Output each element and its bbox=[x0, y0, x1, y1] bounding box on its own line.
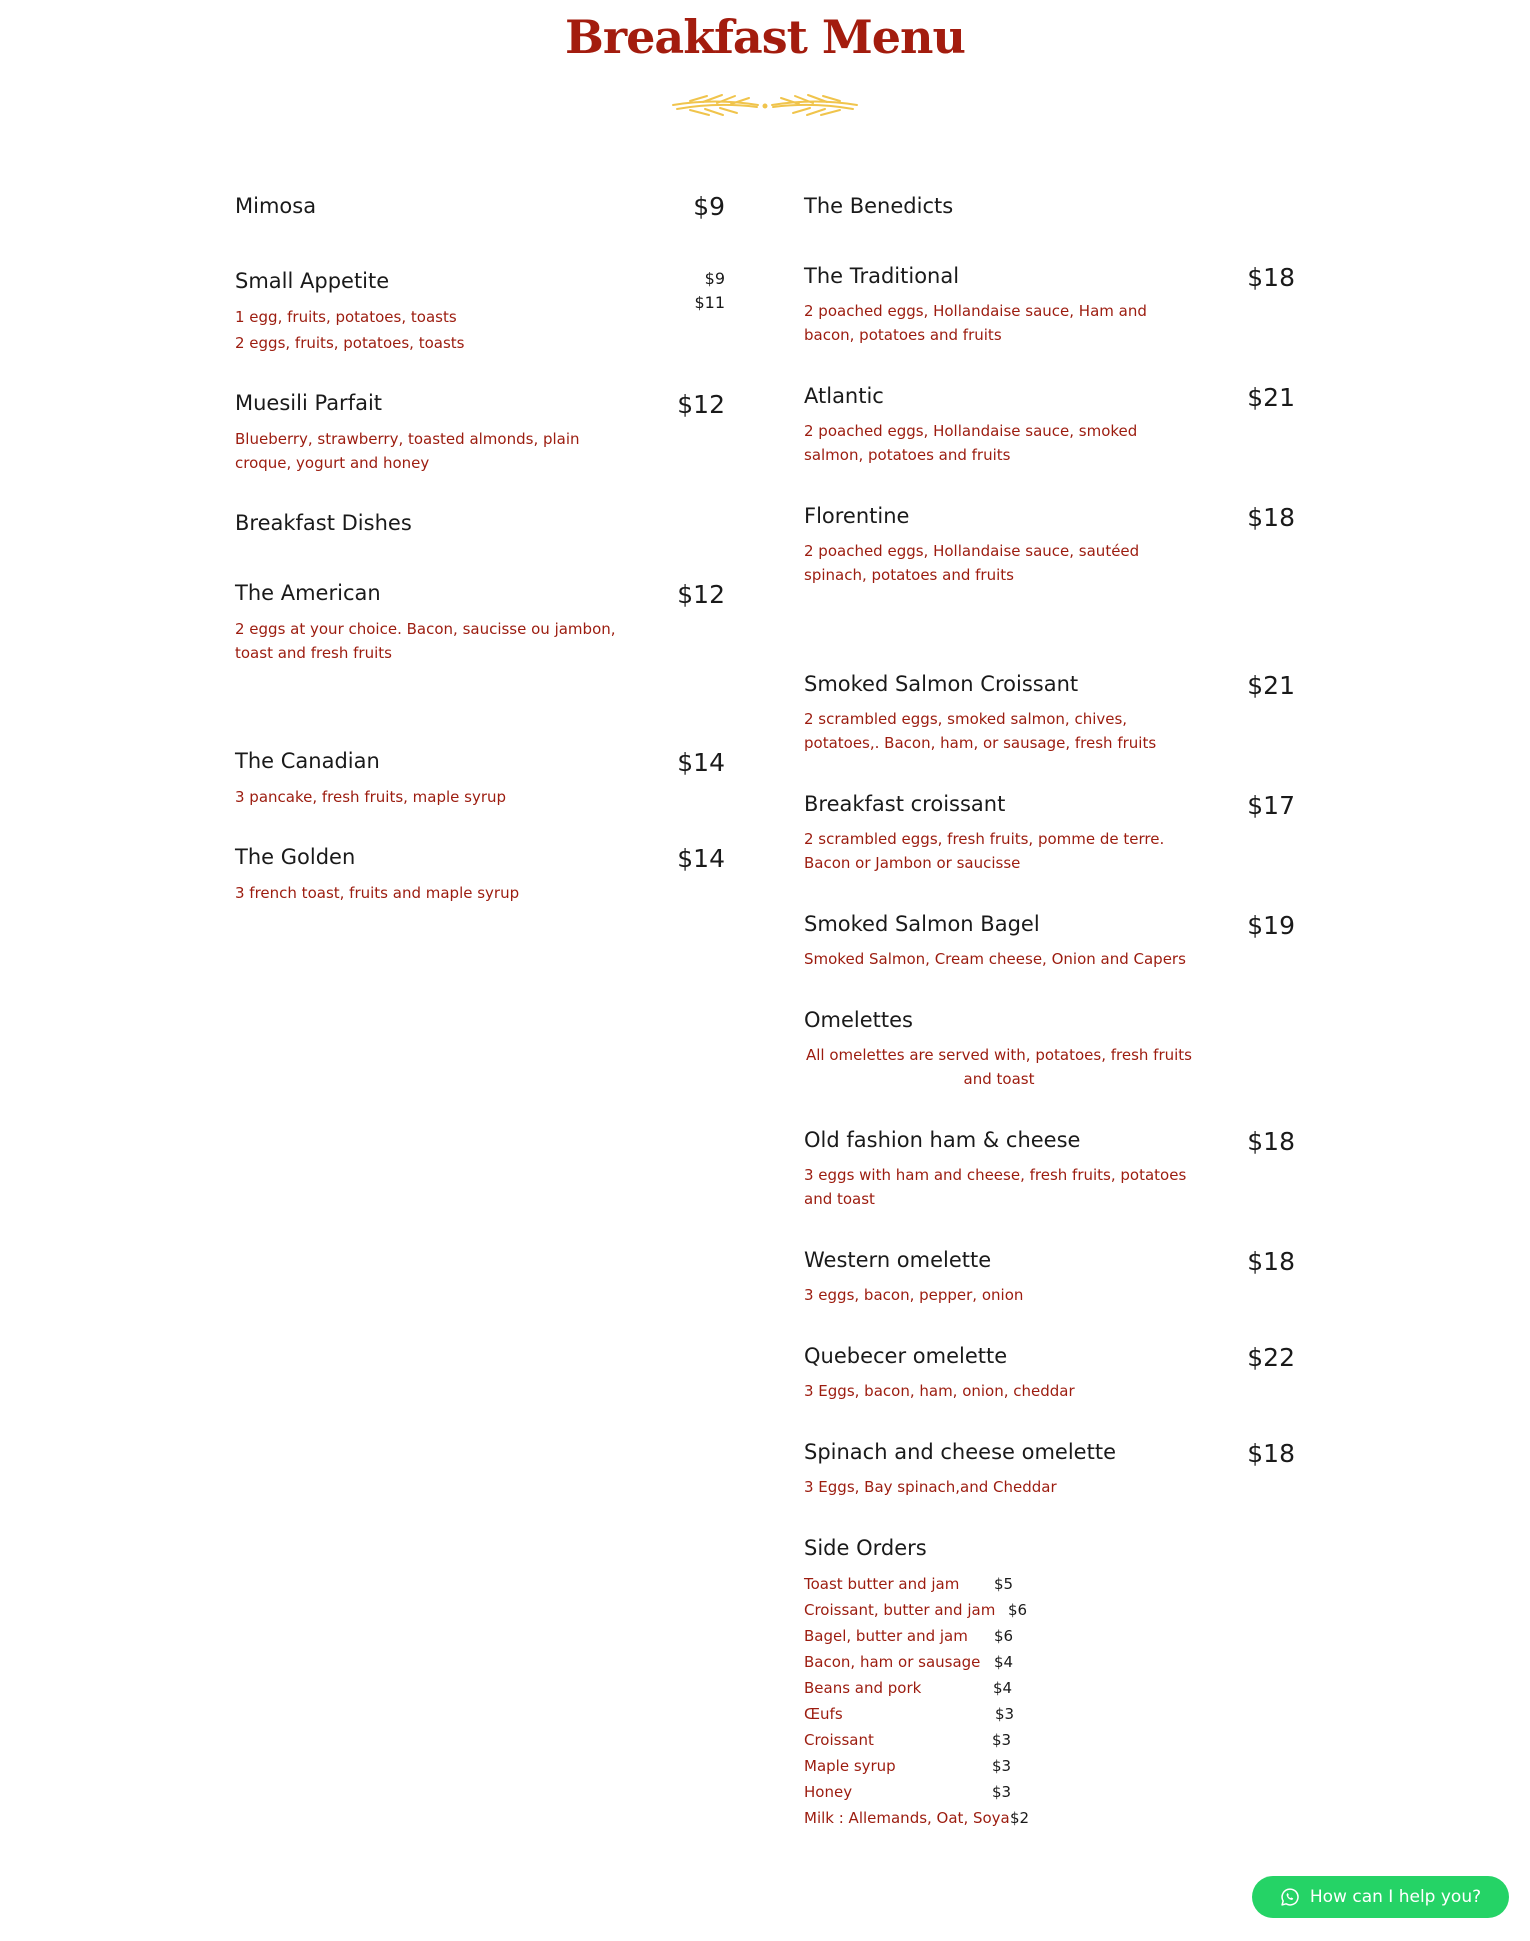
list-item bbox=[804, 1701, 1015, 1727]
list-item bbox=[804, 1753, 1010, 1779]
item-desc-golden: 3 french toast, fruits and maple syrup bbox=[235, 884, 520, 902]
item-desc-breakfast-croissant: 2 scrambled eggs, fresh fruits, pomme de terre. Bacon or Jambon or saucisse bbox=[804, 830, 1165, 872]
item-desc-american: 2 eggs at your choice. Bacon, saucisse ou jambon, toast and fresh fruits bbox=[235, 620, 616, 662]
item-name-muesli: Muesili Parfait bbox=[235, 391, 383, 415]
wheat-ornament-icon bbox=[665, 88, 865, 122]
section-benedicts: The Benedicts bbox=[804, 194, 954, 218]
item-price-salmon-croissant: $21 bbox=[1247, 671, 1295, 700]
item-price-american: $12 bbox=[677, 580, 725, 609]
section-side-orders: Side Orders bbox=[804, 1536, 927, 1560]
omelettes-note: All omelettes are served with, potatoes, fresh fruits and toast bbox=[805, 1046, 1192, 1088]
list-item bbox=[804, 1779, 1010, 1805]
item-name-small-appetite: Small Appetite bbox=[235, 269, 390, 293]
side-item-label: Maple syrup bbox=[804, 1757, 896, 1775]
item-desc-salmon-croissant: 2 scrambled eggs, smoked salmon, chives, potatoes,. Bacon, ham, or sausage, fresh fruits bbox=[804, 710, 1157, 752]
side-item-label: Croissant bbox=[804, 1731, 874, 1749]
item-name-salmon-bagel: Smoked Salmon Bagel bbox=[804, 912, 1040, 936]
side-item-price: $4 bbox=[994, 1653, 1014, 1671]
side-item-price: $4 bbox=[993, 1679, 1013, 1697]
item-name-golden: The Golden bbox=[235, 845, 356, 869]
side-item-price: $3 bbox=[992, 1783, 1012, 1801]
item-name-florentine: Florentine bbox=[804, 504, 910, 528]
side-item-label: Œufs bbox=[804, 1705, 843, 1723]
side-item-price: $5 bbox=[994, 1575, 1014, 1593]
side-orders-list bbox=[804, 1571, 1030, 1831]
item-desc-muesli: Blueberry, strawberry, toasted almonds, plain croque, yogurt and honey bbox=[235, 430, 580, 472]
chat-button[interactable] bbox=[1252, 1876, 1509, 1918]
item-name-salmon-croissant: Smoked Salmon Croissant bbox=[804, 672, 1079, 696]
item-price-salmon-bagel: $19 bbox=[1247, 911, 1295, 940]
side-item-label: Bacon, ham or sausage bbox=[804, 1653, 981, 1671]
item-name-atlantic: Atlantic bbox=[804, 384, 884, 408]
side-item-label: Milk : Allemands, Oat, Soya bbox=[804, 1809, 1010, 1827]
item-desc-small-appetite-2: 2 eggs, fruits, potatoes, toasts bbox=[235, 334, 465, 352]
list-item bbox=[804, 1597, 1028, 1623]
item-price-traditional: $18 bbox=[1247, 263, 1295, 292]
item-price-mimosa: $9 bbox=[693, 192, 725, 221]
item-price-quebecer: $22 bbox=[1247, 1343, 1295, 1372]
item-desc-small-appetite-1: 1 egg, fruits, potatoes, toasts bbox=[235, 308, 457, 326]
side-item-price: $2 bbox=[1010, 1809, 1030, 1827]
side-item-label: Toast butter and jam bbox=[804, 1575, 960, 1593]
list-item bbox=[804, 1649, 1014, 1675]
item-desc-florentine: 2 poached eggs, Hollandaise sauce, sautéed spinach, potatoes and fruits bbox=[804, 542, 1140, 584]
item-desc-canadian: 3 pancake, fresh fruits, maple syrup bbox=[235, 788, 507, 806]
item-price-canadian: $14 bbox=[677, 748, 725, 777]
item-name-canadian: The Canadian bbox=[235, 749, 380, 773]
item-desc-salmon-bagel: Smoked Salmon, Cream cheese, Onion and Capers bbox=[804, 950, 1186, 968]
side-item-price: $6 bbox=[1008, 1601, 1028, 1619]
item-price-florentine: $18 bbox=[1247, 503, 1295, 532]
item-name-mimosa: Mimosa bbox=[235, 194, 317, 218]
side-item-price: $3 bbox=[992, 1731, 1012, 1749]
item-price-breakfast-croissant: $17 bbox=[1247, 791, 1295, 820]
list-item bbox=[804, 1623, 1014, 1649]
item-name-traditional: The Traditional bbox=[804, 264, 960, 288]
item-name-ham-cheese: Old fashion ham & cheese bbox=[804, 1128, 1081, 1152]
item-desc-ham-cheese: 3 eggs with ham and cheese, fresh fruits, potatoes and toast bbox=[804, 1166, 1187, 1208]
item-price-small-appetite-2: $11 bbox=[694, 293, 725, 312]
side-item-label: Beans and pork bbox=[804, 1679, 922, 1697]
chat-button-label: How can I help you? bbox=[1309, 1887, 1482, 1907]
item-price-atlantic: $21 bbox=[1247, 383, 1295, 412]
side-item-price: $6 bbox=[994, 1627, 1014, 1645]
section-breakfast-dishes: Breakfast Dishes bbox=[235, 511, 412, 535]
side-item-label: Honey bbox=[804, 1783, 853, 1801]
item-desc-atlantic: 2 poached eggs, Hollandaise sauce, smoked salmon, potatoes and fruits bbox=[804, 422, 1138, 464]
side-item-label: Bagel, butter and jam bbox=[804, 1627, 968, 1645]
list-item bbox=[804, 1727, 1010, 1753]
item-name-western: Western omelette bbox=[804, 1248, 992, 1272]
item-desc-traditional: 2 poached eggs, Hollandaise sauce, Ham and bacon, potatoes and fruits bbox=[804, 302, 1147, 344]
item-price-golden: $14 bbox=[677, 844, 725, 873]
whatsapp-icon bbox=[1280, 1887, 1300, 1907]
item-name-breakfast-croissant: Breakfast croissant bbox=[804, 792, 1006, 816]
side-item-price: $3 bbox=[992, 1757, 1012, 1775]
list-item bbox=[804, 1675, 1013, 1701]
item-desc-spinach: 3 Eggs, Bay spinach,and Cheddar bbox=[804, 1478, 1057, 1496]
section-omelettes: Omelettes bbox=[804, 1008, 913, 1032]
item-name-quebecer: Quebecer omelette bbox=[804, 1344, 1008, 1368]
item-price-spinach: $18 bbox=[1247, 1439, 1295, 1468]
list-item bbox=[804, 1805, 1030, 1831]
side-item-price: $3 bbox=[995, 1705, 1015, 1723]
item-name-spinach: Spinach and cheese omelette bbox=[804, 1440, 1116, 1464]
list-item bbox=[804, 1571, 1014, 1597]
item-desc-quebecer: 3 Eggs, bacon, ham, onion, cheddar bbox=[804, 1382, 1075, 1400]
item-price-western: $18 bbox=[1247, 1247, 1295, 1276]
item-price-small-appetite-1: $9 bbox=[704, 269, 725, 288]
item-name-american: The American bbox=[235, 581, 381, 605]
page-title: Breakfast Menu bbox=[565, 10, 965, 64]
item-price-ham-cheese: $18 bbox=[1247, 1127, 1295, 1156]
side-item-label: Croissant, butter and jam bbox=[804, 1601, 996, 1619]
item-price-muesli: $12 bbox=[677, 390, 725, 419]
item-desc-western: 3 eggs, bacon, pepper, onion bbox=[804, 1286, 1024, 1304]
